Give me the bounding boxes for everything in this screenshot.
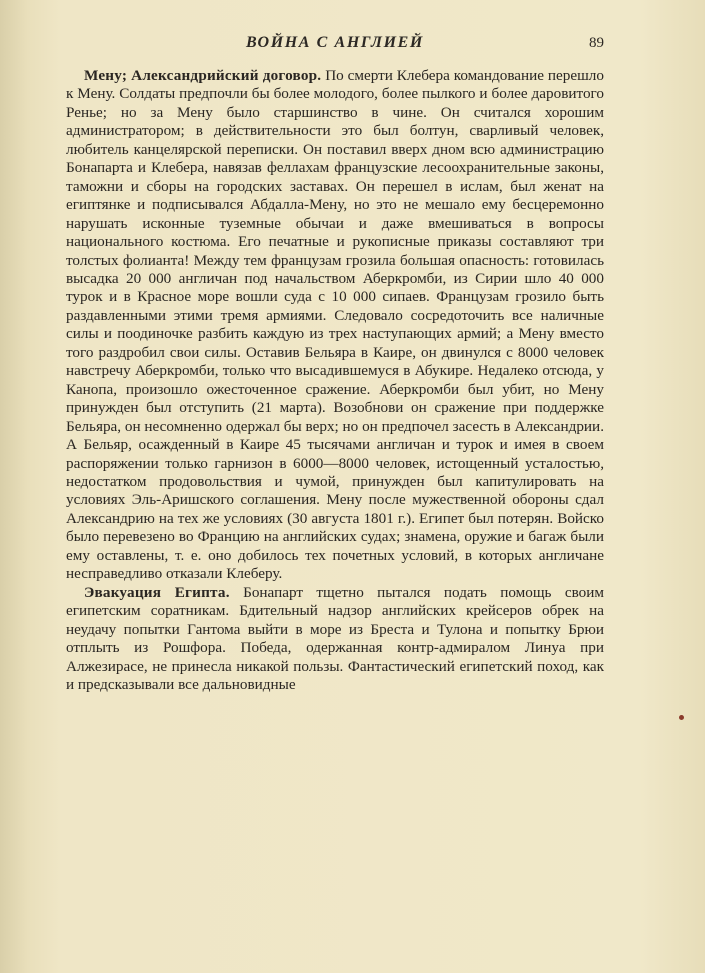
paragraph-body: По смерти Клебера командование перешло к Мену. Солдаты предпочли бы более молодого, более пылкого и более даровитого Ренье; но за Мену было старшинство в чине. Он считался хорошим администратором; в действительности это был болтун, сварливый человек, любитель канцелярской переписки. Он поставил вверх дном всю администрацию Бонапарта и Клебера, навязав феллахам французские лесоохранительные законы, таможни и сборы на городских заставах. Он перешел в ислам, был женат на египтянке и подписывался Абдалла-Мену, но это не мешало ему бесцеремонно нарушать исконные туземные обычаи и даже вмешиваться в вопросы национального костюма. Его печатные и рукописные приказы составляют три толстых фолианта! Между тем французам грозила большая опасность: готовилась высадка 20 000 англичан под начальством Аберкромби, из Сирии шло 40 000 турок и в Красное море вошли суда с 10 000 сипаев. Французам грозило быть раздавленными этими тремя армиями. Следовало сосредоточить все наличные силы и поодиночке разбить каждую из трех наступающих армий; а Мену вместо того раздробил свои силы. Оставив Бельяра в Каире, он двинулся с 8000 человек навстречу Аберкромби, только что высадившемуся в Абукире. Недалеко отсюда, у Канопа, произошло ожесточенное сражение. Аберкромби был убит, но Мену принужден был отступить (21 марта). Возобнови он сражение при поддержке Бельяра, он несомненно одержал бы верх; но он предпочел засесть в Александрии. А Бельяр, осажденный в Каире 45 тысячами англичан и турок и имея в своем распоряжении только гарнизон в 6000—8000 человек, истощенный усталостью, недостатком продовольствия и чумой, принужден был капитулировать на условиях Эль-Аришского соглашения. Мену после мужественной обороны сдал Александрию на тех же условиях (30 августа 1801 г.). Египет был потерян. Войско было перевезено во Францию на английских судах; знамена, оружие и багаж были ему оставлены, т. е. оно добилось тех почетных условий, в которых англичане несправедливо отказали Клеберу. <box>66 67 604 583</box>
page-header <box>66 34 604 58</box>
paragraph-heading: Эвакуация Египта. <box>84 583 230 601</box>
paragraph-menou <box>66 67 604 584</box>
page-number: 89 <box>589 35 604 51</box>
body-text <box>66 67 604 694</box>
ink-spot <box>679 715 684 720</box>
running-title: ВОЙНА С АНГЛИЕЙ <box>246 34 424 51</box>
paragraph-evacuation <box>66 584 604 695</box>
paragraph-heading: Мену; Александрийский договор. <box>84 67 322 84</box>
paragraph-body: Бонапарт тщетно пытался подать помощь своим египетским соратникам. Бдительный надзор английских крейсеров обрек на неудачу попытки Гантома выйти в море из Бреста и Тулона и попытку Брюи отплыть из Рошфора. Победа, одержанная контр-адмиралом Линуа при Алжезирасе, не принесла никакой пользы. Фантастический египетский поход, как и предсказывали все дальновидные <box>66 583 605 693</box>
